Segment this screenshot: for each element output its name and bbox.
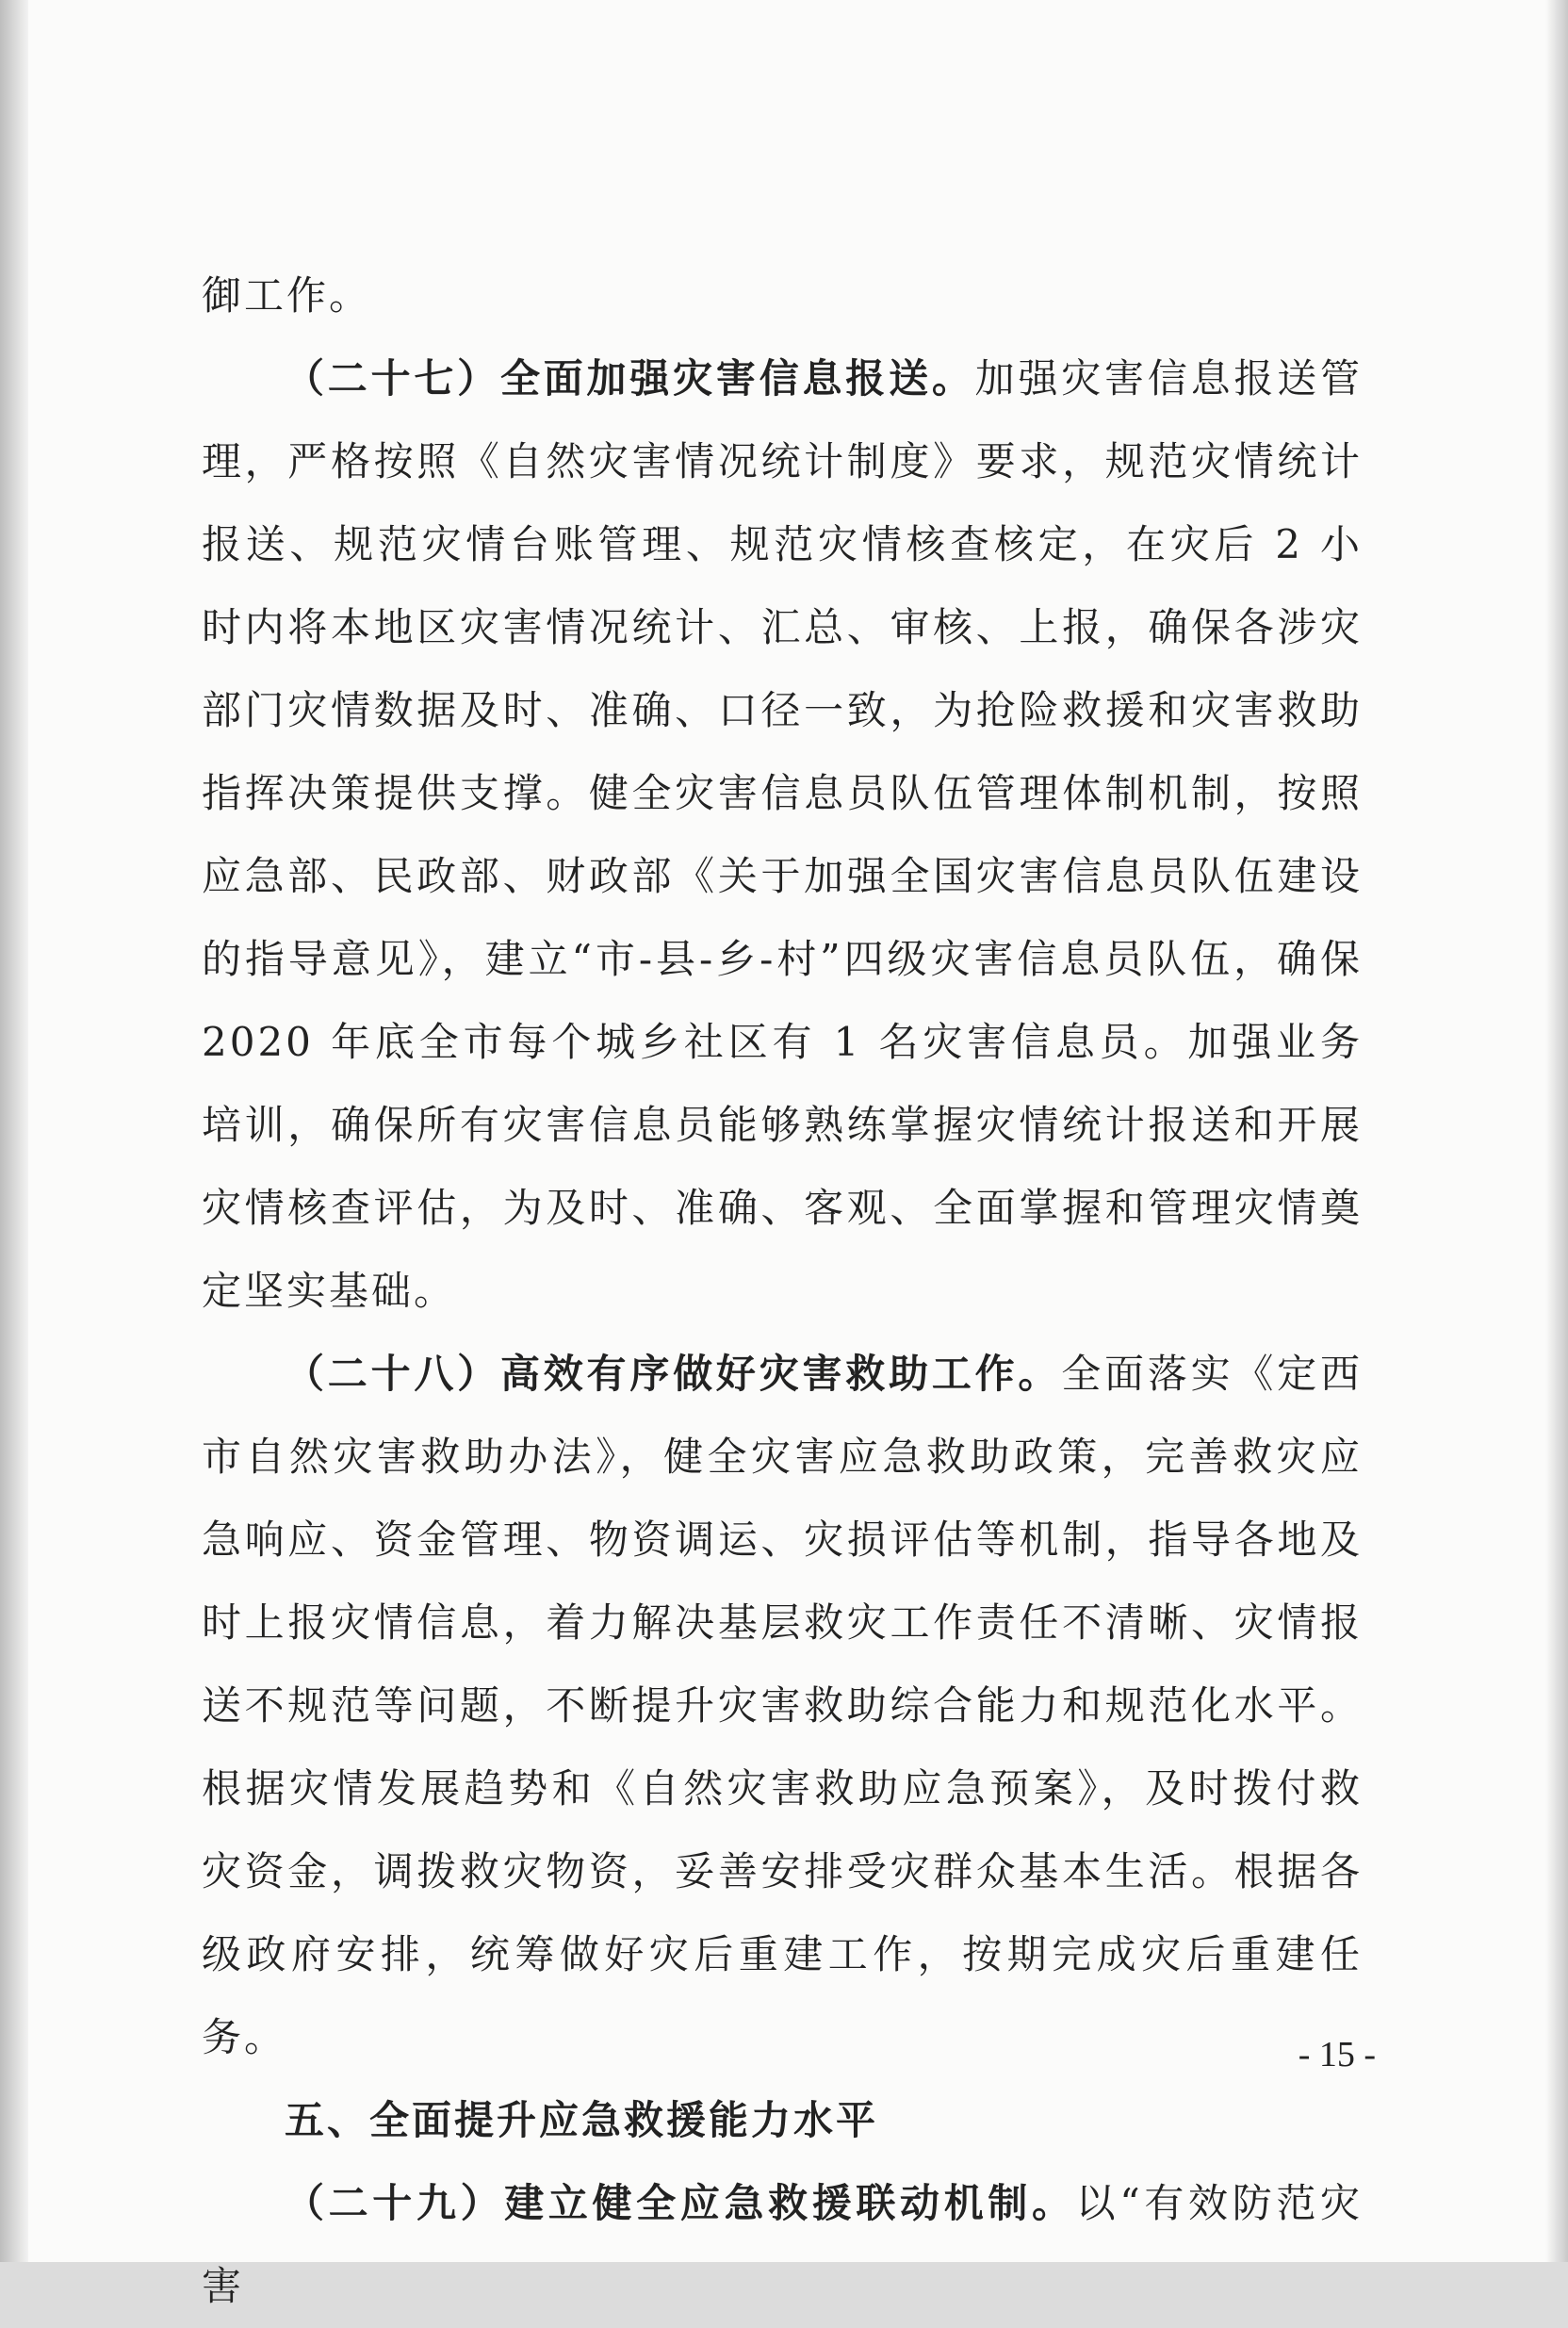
paragraph-text: 全面落实《定西市自然灾害救助办法》，健全灾害应急救助政策，完善救灾应急响应、资金管理、物资调运、灾损评估等机制，指导各地及时上报灾情信息，着力解决基层救灾工作责任不清晰、灾情报送不规范等问题，不断提升灾害救助综合能力和规范化水平。根据灾情发展趋势和《自然灾害救助应急预案》，及时拨付救灾资金，调拨救灾物资，妥善安排受灾群众基本生活。根据各级政府安排，统筹做好灾后重建工作，按期完成灾后重建任务。 bbox=[202, 1351, 1363, 2060]
document-body bbox=[202, 254, 1363, 2328]
page-left-edge-shadow bbox=[0, 0, 28, 2262]
paragraph-text: 以“有效防范灾害 bbox=[202, 2180, 1363, 2309]
paragraph-27 bbox=[202, 337, 1363, 1333]
paragraph-28 bbox=[202, 1333, 1363, 2079]
paragraph-text: 加强灾害信息报送管理，严格按照《自然灾害情况统计制度》要求，规范灾情统计报送、规范灾情台账管理、规范灾情核查核定，在灾后 2 小时内将本地区灾害情况统计、汇总、审核、上报，确保各涉灾部门灾情数据及时、准确、口径一致，为抢险救援和灾害救助指挥决策提供支撑。健全灾害信息员队伍管理体制机制，按照应急部、民政部、财政部《关于加强全国灾害信息员队伍建设的指导意见》，建立“市-县-乡-村”四级灾害信息员队伍，确保 2020 年底全市每个城乡社区有 1 名灾害信息员。加强业务培训，确保所有灾害信息员能够熟练掌握灾情统计报送和开展灾情核查评估，为及时、准确、客观、全面掌握和管理灾情奠定坚实基础。 bbox=[202, 355, 1363, 1314]
page-number: - 15 - bbox=[1298, 2035, 1376, 2074]
paragraph-continuation bbox=[202, 254, 1363, 337]
section-heading-29: （二十九）建立健全应急救援联动机制。 bbox=[285, 2180, 1076, 2226]
section-heading-27: （二十七）全面加强灾害信息报送。 bbox=[285, 355, 975, 402]
section-heading-28: （二十八）高效有序做好灾害救助工作。 bbox=[285, 1351, 1062, 1397]
paragraph-text: 御工作。 bbox=[202, 272, 372, 319]
chapter-title-5: 五、全面提升应急救援能力水平 bbox=[285, 2097, 879, 2143]
paragraph-29 bbox=[202, 2162, 1363, 2328]
page-right-edge-shadow bbox=[1545, 0, 1568, 2262]
